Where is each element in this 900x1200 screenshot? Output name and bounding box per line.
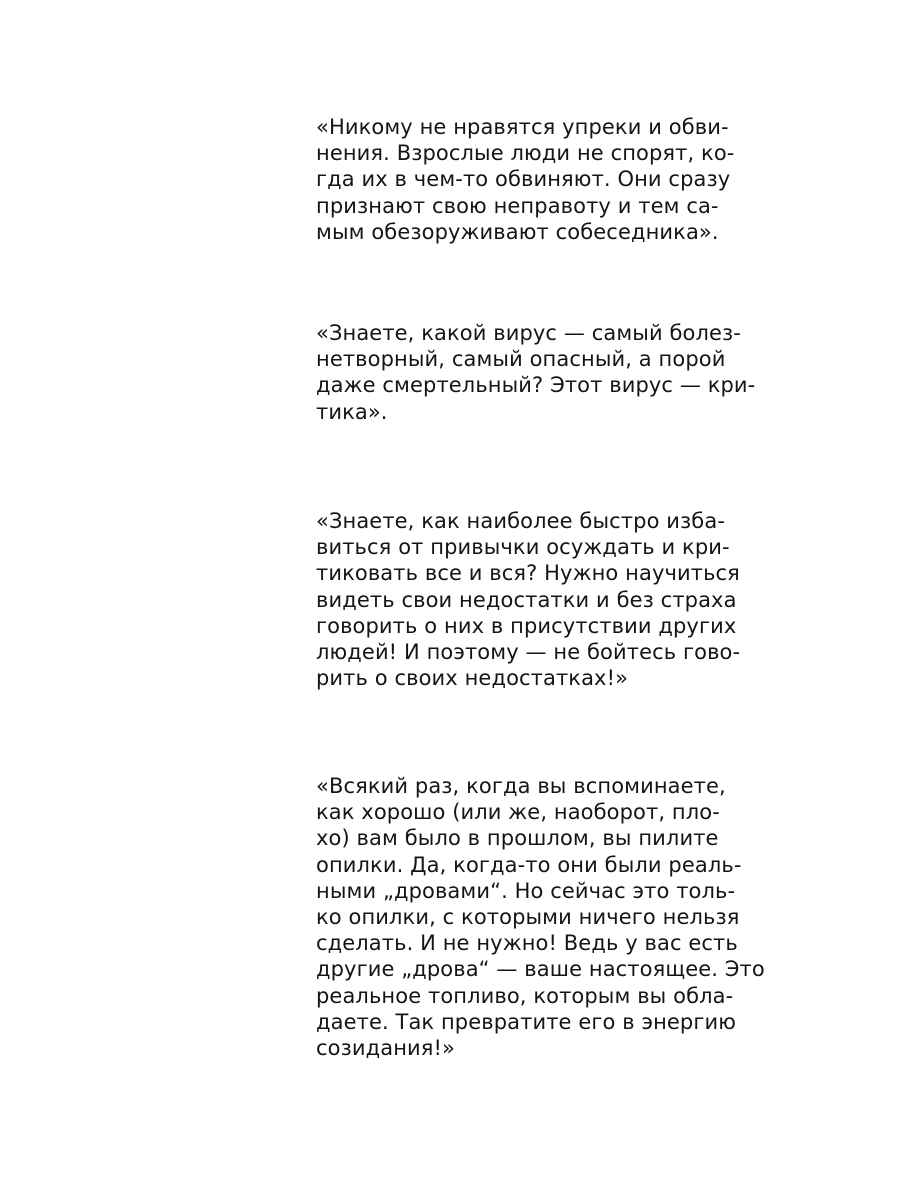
quote-line: мым обезоруживают собеседника». xyxy=(316,219,719,244)
quote-line: тика». xyxy=(316,399,388,424)
quote-line: нения. Взрослые люди не спорят, ко- xyxy=(316,141,735,166)
quote-line: признают свою неправоту и тем са- xyxy=(316,193,719,218)
quote-line: людей! И поэтому — не бойтесь гово- xyxy=(316,639,741,664)
quote-line: даете. Так превратите его в энергию xyxy=(316,1009,737,1034)
quote-line: созидания!» xyxy=(316,1035,455,1060)
quote-line: нетворный, самый опасный, а порой xyxy=(316,347,726,372)
quote-line: видеть свои недостатки и без страха xyxy=(316,587,737,612)
quote-line: рить о своих недостатках!» xyxy=(316,666,629,691)
quote-line: реальное топливо, которым вы обла- xyxy=(316,983,734,1008)
quote-line: опилки. Да, когда-то они были реаль- xyxy=(316,852,742,877)
quote-line: «Никому не нравятся упреки и обви- xyxy=(316,115,729,139)
quote-line: тиковать все и вся? Нужно научиться xyxy=(316,561,740,586)
quote-line: ко опилки, с которыми ничего нельзя xyxy=(316,904,740,929)
quote-block-1 xyxy=(316,114,735,245)
quote-line: сделать. И не нужно! Ведь у вас есть xyxy=(316,931,738,956)
quote-line: хо) вам было в прошлом, вы пилите xyxy=(316,826,719,851)
quote-line: как хорошо (или же, наоборот, пло- xyxy=(316,800,720,825)
quote-line: гда их в чем-то обвиняют. Они сразу xyxy=(316,167,731,192)
quote-block-2 xyxy=(316,320,756,425)
quote-line: ными „дровами“. Но сейчас это толь- xyxy=(316,878,736,903)
quote-line: другие „дрова“ — ваше настоящее. Это xyxy=(316,957,765,982)
quote-line: даже смертельный? Этот вирус — кри- xyxy=(316,373,756,398)
quote-line: «Всякий раз, когда вы вспоминаете, xyxy=(316,774,726,798)
quote-line: виться от привычки осуждать и кри- xyxy=(316,535,730,560)
quote-block-4 xyxy=(316,773,765,1061)
quote-line: «Знаете, как наиболее быстро изба- xyxy=(316,509,726,533)
quote-line: «Знаете, какой вирус — самый болез- xyxy=(316,321,741,345)
quote-line: говорить о них в присутствии других xyxy=(316,613,737,638)
quote-block-3 xyxy=(316,508,741,691)
